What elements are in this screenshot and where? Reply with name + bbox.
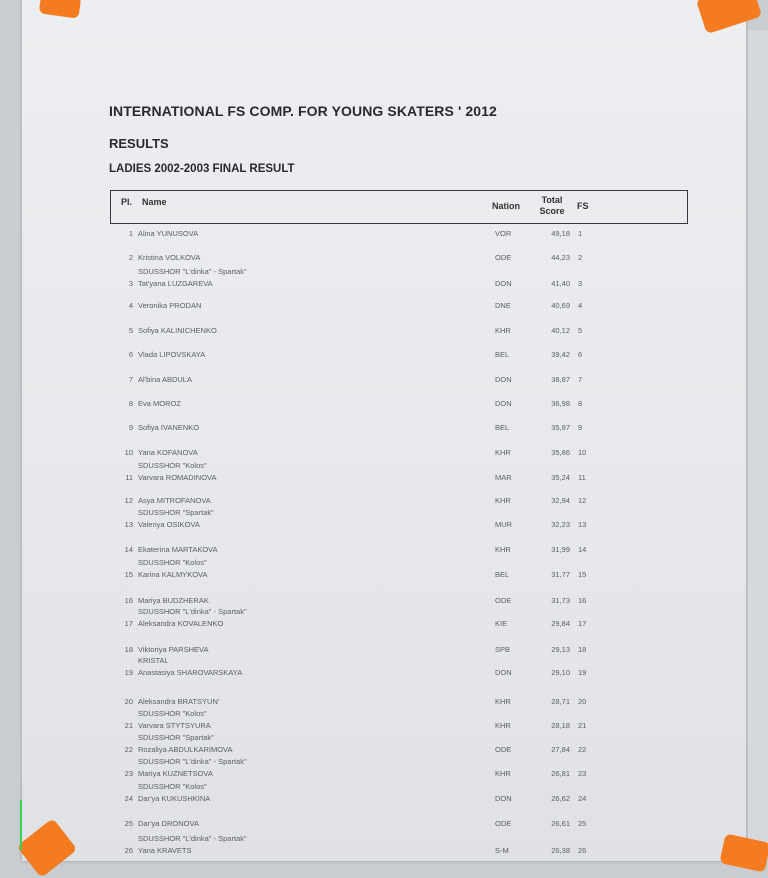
row-nation: VOR <box>495 229 512 238</box>
document-subtitle: RESULTS <box>109 136 169 151</box>
row-fs: 12 <box>578 496 587 505</box>
row-place: 2 <box>128 253 133 262</box>
row-club: SDUSSHOR "L'dinka" - Spartak" <box>138 757 247 766</box>
table-row <box>0 645 768 657</box>
row-nation: BEL <box>495 350 510 359</box>
row-total-score: 26,62 <box>551 794 570 803</box>
table-row <box>0 461 768 485</box>
row-nation: KHR <box>495 697 511 706</box>
row-fs: 13 <box>578 520 587 529</box>
row-total-score: 40,12 <box>551 326 570 335</box>
row-place: 6 <box>128 350 133 359</box>
row-name: Asya MITROFANOVA <box>138 496 211 505</box>
table-row <box>0 782 768 806</box>
table-row <box>0 558 768 582</box>
table-row <box>0 819 768 831</box>
row-place: 3 <box>128 279 133 288</box>
table-row <box>0 656 768 680</box>
row-name: Varvara STYTSYURA <box>138 721 211 730</box>
row-nation: KIE <box>495 619 508 628</box>
header-total-score: Total Score <box>539 195 565 216</box>
row-nation: BEL <box>495 423 510 432</box>
row-name: Eva MOROZ <box>138 399 181 408</box>
row-club: SDUSSHOR "Spartak" <box>138 508 214 517</box>
row-fs: 11 <box>578 473 586 482</box>
row-total-score: 35,86 <box>551 448 570 457</box>
row-nation: KHR <box>495 769 511 778</box>
row-fs: 17 <box>578 619 587 628</box>
row-place: 26 <box>124 846 133 855</box>
row-nation: KHR <box>495 496 511 505</box>
row-name: Dar'ya DRONOVA <box>138 819 199 828</box>
paper-edge <box>748 30 768 861</box>
table-row <box>0 733 768 757</box>
table-row <box>0 267 768 291</box>
row-name: Vlada LIPOVSKAYA <box>138 350 206 359</box>
row-fs: 3 <box>578 279 583 288</box>
row-nation: KHR <box>495 448 511 457</box>
row-place: 18 <box>124 645 133 654</box>
row-name: Viktoriya PARSHEVA <box>138 645 209 654</box>
row-club: SDUSSHOR "Kolos" <box>138 782 207 791</box>
row-name: Alina YUNUSOVA <box>138 229 199 238</box>
row-place: 24 <box>124 794 133 803</box>
row-total-score: 28,18 <box>551 721 570 730</box>
table-row <box>0 423 768 435</box>
table-row <box>0 834 768 858</box>
row-fs: 23 <box>578 769 587 778</box>
row-place: 4 <box>128 301 133 310</box>
row-total-score: 36,98 <box>551 399 570 408</box>
row-place: 21 <box>124 721 133 730</box>
row-place: 22 <box>124 745 133 754</box>
row-fs: 16 <box>578 596 587 605</box>
row-nation: ODE <box>495 596 512 605</box>
row-nation: S-M <box>495 846 509 855</box>
row-club: SDUSSHOR "L'dinka" - Spartak" <box>138 834 247 843</box>
row-fs: 26 <box>578 846 587 855</box>
row-total-score: 26,61 <box>551 819 570 828</box>
row-total-score: 27,84 <box>551 745 570 754</box>
row-fs: 8 <box>578 399 583 408</box>
row-name: Karina KALMYKOVA <box>138 570 208 579</box>
row-fs: 20 <box>578 697 587 706</box>
table-row <box>0 253 768 265</box>
row-place: 7 <box>128 375 133 384</box>
row-fs: 2 <box>578 253 583 262</box>
row-nation: ODE <box>495 819 512 828</box>
row-place: 16 <box>124 596 133 605</box>
row-name: Al'bina ABDULA <box>138 375 192 384</box>
row-total-score: 26,81 <box>551 769 570 778</box>
row-fs: 4 <box>578 301 583 310</box>
row-total-score: 35,24 <box>551 473 570 482</box>
table-header <box>110 190 688 224</box>
table-row <box>0 496 768 508</box>
row-total-score: 41,40 <box>551 279 570 288</box>
row-club: SDUSSHOR "Kolos" <box>138 709 207 718</box>
row-place: 20 <box>124 697 133 706</box>
row-nation: DON <box>495 279 512 288</box>
row-club: KRISTAL <box>138 656 169 665</box>
row-nation: MAR <box>495 473 512 482</box>
row-nation: DNE <box>495 301 511 310</box>
row-fs: 14 <box>578 545 587 554</box>
table-row <box>0 757 768 781</box>
row-nation: KHR <box>495 721 511 730</box>
row-nation: DON <box>495 399 512 408</box>
row-name: Yana KRAVETS <box>138 846 192 855</box>
row-fs: 1 <box>578 229 583 238</box>
row-place: 17 <box>124 619 133 628</box>
row-name: Aleksandra KOVALENKO <box>138 619 224 628</box>
row-place: 8 <box>128 399 133 408</box>
row-place: 14 <box>124 545 133 554</box>
row-total-score: 29,84 <box>551 619 570 628</box>
row-total-score: 39,42 <box>551 350 570 359</box>
row-total-score: 32,23 <box>551 520 570 529</box>
row-fs: 9 <box>578 423 583 432</box>
row-nation: KHR <box>495 326 511 335</box>
row-place: 10 <box>124 448 133 457</box>
row-fs: 18 <box>578 645 587 654</box>
table-row <box>0 448 768 460</box>
row-name: Sofiya IVANENKO <box>138 423 200 432</box>
table-row <box>0 399 768 411</box>
row-fs: 7 <box>578 375 583 384</box>
row-total-score: 32,94 <box>551 496 570 505</box>
row-name: Anastasiya SHAROVARSKAYA <box>138 668 243 677</box>
row-place: 11 <box>125 473 133 482</box>
row-name: Dar'ya KUKUSHKINA <box>138 794 211 803</box>
header-place: Pl. <box>121 197 133 207</box>
row-place: 12 <box>124 496 133 505</box>
row-name: Valeriya OSIKOVA <box>138 520 200 529</box>
category-title: LADIES 2002-2003 FINAL RESULT <box>109 163 295 175</box>
row-name: Ekaterina MARTAKOVA <box>138 545 218 554</box>
row-club: SDUSSHOR "L'dinka" - Spartak" <box>138 607 247 616</box>
row-nation: DON <box>495 794 512 803</box>
header-fs: FS <box>577 201 589 211</box>
row-fs: 19 <box>578 668 587 677</box>
row-place: 19 <box>124 668 133 677</box>
table-row <box>0 607 768 631</box>
row-total-score: 31,99 <box>551 545 570 554</box>
table-row <box>0 375 768 387</box>
table-row <box>0 350 768 362</box>
row-place: 5 <box>128 326 133 335</box>
row-place: 15 <box>124 570 133 579</box>
row-total-score: 31,73 <box>551 596 570 605</box>
row-place: 23 <box>124 769 133 778</box>
row-club: SDUSSHOR "L'dinka" - Spartak" <box>138 267 247 276</box>
table-row <box>0 545 768 557</box>
row-name: Yana KOFANOVA <box>138 448 198 457</box>
row-total-score: 38,87 <box>551 375 570 384</box>
row-fs: 21 <box>578 721 587 730</box>
row-nation: MUR <box>495 520 513 529</box>
table-row <box>0 301 768 313</box>
row-name: Rozaliya ABDULKARIMOVA <box>138 745 233 754</box>
row-fs: 22 <box>578 745 587 754</box>
row-place: 9 <box>128 423 133 432</box>
row-fs: 24 <box>578 794 587 803</box>
row-total-score: 29,10 <box>551 668 570 677</box>
row-total-score: 40,69 <box>551 301 570 310</box>
row-total-score: 31,77 <box>551 570 570 579</box>
row-club: SDUSSHOR "Spartak" <box>138 733 214 742</box>
row-total-score: 29,13 <box>551 645 570 654</box>
row-nation: ODE <box>495 745 512 754</box>
row-nation: DON <box>495 668 512 677</box>
table-row <box>0 326 768 338</box>
row-nation: SPB <box>495 645 511 654</box>
row-total-score: 49,18 <box>551 229 570 238</box>
row-place: 1 <box>128 229 133 238</box>
row-name: Mariya KUZNETSOVA <box>138 769 213 778</box>
row-place: 25 <box>124 819 133 828</box>
table-row <box>0 508 768 532</box>
row-total-score: 26,38 <box>551 846 570 855</box>
row-fs: 15 <box>578 570 587 579</box>
row-fs: 10 <box>578 448 587 457</box>
row-club: SDUSSHOR "Kolos" <box>138 558 207 567</box>
header-nation: Nation <box>492 201 520 211</box>
row-nation: BEL <box>495 570 510 579</box>
table-row <box>0 709 768 733</box>
row-name: Tat'yana LUZGAREVA <box>138 279 213 288</box>
row-name: Veronika PRODAN <box>138 301 202 310</box>
header-name: Name <box>142 197 167 207</box>
row-total-score: 35,97 <box>551 423 570 432</box>
row-place: 13 <box>124 520 133 529</box>
row-nation: DON <box>495 375 512 384</box>
row-fs: 5 <box>578 326 583 335</box>
row-nation: KHR <box>495 545 511 554</box>
row-nation: ODE <box>495 253 512 262</box>
row-name: Aleksandra BRATSYUN' <box>138 697 220 706</box>
row-fs: 6 <box>578 350 583 359</box>
row-name: Kristina VOLKOVA <box>138 253 201 262</box>
row-total-score: 44,23 <box>551 253 570 262</box>
document-title: INTERNATIONAL FS COMP. FOR YOUNG SKATERS ' 2012 <box>109 103 497 119</box>
row-name: Mariya BUDZHERAK <box>138 596 209 605</box>
row-club: SDUSSHOR "Kolos" <box>138 461 207 470</box>
row-fs: 25 <box>578 819 587 828</box>
row-total-score: 28,71 <box>551 697 570 706</box>
row-name: Sofiya KALINICHENKO <box>138 326 217 335</box>
table-row <box>0 697 768 709</box>
table-row <box>0 229 768 241</box>
row-name: Varvara ROMADINOVA <box>138 473 217 482</box>
table-row <box>0 596 768 608</box>
